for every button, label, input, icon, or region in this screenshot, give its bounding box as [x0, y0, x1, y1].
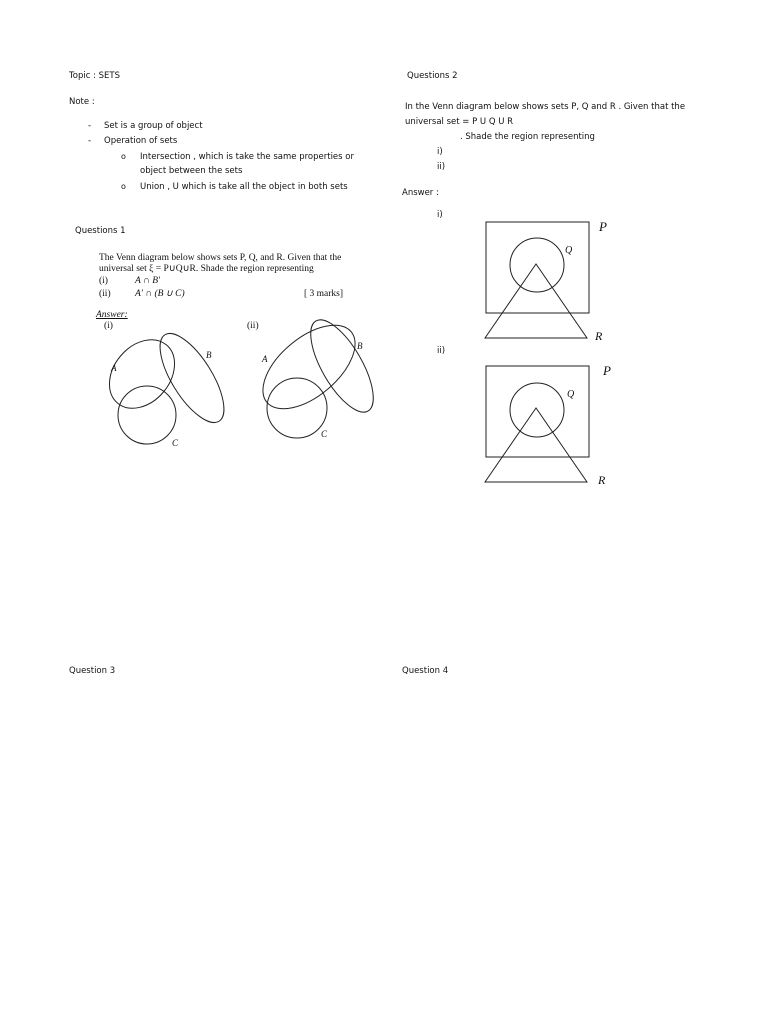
q1-item-expression: A ∩ B': [135, 276, 161, 286]
q1-item-number: (ii): [99, 289, 111, 299]
set-p-rectangle: [486, 366, 589, 457]
question-4-title: Question 4: [402, 666, 449, 676]
q1-text-line: universal set ξ = P∪Q∪R. Shade the region representing: [99, 264, 314, 274]
q2-text-line: In the Venn diagram below shows sets P, Q and R . Given that the: [405, 102, 686, 112]
label-a: A: [262, 354, 268, 364]
dash-bullet: -: [88, 136, 92, 146]
sub-note-item: Union , U which is take all the object in both sets: [140, 182, 348, 192]
sub-note-item: object between the sets: [140, 166, 243, 176]
q2-text-line: . Shade the region representing: [460, 132, 595, 142]
set-r-triangle: [485, 408, 587, 482]
set-b-ellipse: [299, 311, 386, 421]
set-r-triangle: [485, 264, 587, 338]
topic-heading: Topic : SETS: [69, 71, 120, 81]
label-r: R: [595, 329, 603, 343]
q1-marks: [ 3 marks]: [304, 289, 344, 299]
circle-bullet: o: [121, 152, 126, 161]
label-q: Q: [567, 389, 575, 400]
dash-bullet: -: [88, 121, 92, 131]
question-1-title: Questions 1: [75, 226, 126, 236]
set-c-circle: [267, 378, 327, 438]
set-b-ellipse: [148, 324, 236, 432]
set-a-ellipse: [96, 327, 188, 421]
set-c-circle: [118, 386, 176, 444]
label-b: B: [357, 341, 363, 351]
sub-note-item: Intersection , which is take the same properties or: [140, 152, 354, 162]
question-3-title: Question 3: [69, 666, 116, 676]
label-b: B: [206, 350, 212, 360]
question-2-title: Questions 2: [407, 71, 458, 81]
note-item: Operation of sets: [104, 136, 178, 146]
q2-answer-part: ii): [437, 346, 446, 356]
note-item: Set is a group of object: [104, 121, 203, 131]
circle-bullet: o: [121, 182, 126, 191]
note-label: Note :: [69, 97, 95, 107]
q1-item-expression: A' ∩ (B ∪ C): [135, 289, 185, 299]
set-a-ellipse: [248, 309, 370, 424]
set-p-rectangle: [486, 222, 589, 313]
q1-text-line: The Venn diagram below shows sets P, Q, and R. Given that the: [99, 253, 342, 263]
label-a: A: [111, 363, 117, 373]
label-p: P: [603, 363, 611, 378]
q1-answer-part: (i): [104, 321, 113, 331]
set-q-circle: [510, 383, 564, 437]
label-c: C: [172, 438, 179, 448]
q1-answer-label: Answer:: [96, 310, 128, 320]
q1-item-number: (i): [99, 276, 108, 286]
label-p: P: [599, 219, 607, 234]
label-c: C: [321, 429, 328, 439]
q2-item-number: ii): [437, 162, 446, 172]
q2-answer-label: Answer :: [402, 188, 439, 198]
set-q-circle: [510, 238, 564, 292]
q2-text-line: universal set = P U Q U R: [405, 117, 514, 127]
q2-item-number: i): [437, 147, 443, 157]
label-q: Q: [565, 245, 573, 256]
q2-answer-part: i): [437, 210, 443, 220]
label-r: R: [598, 473, 606, 487]
q1-answer-part: (ii): [247, 321, 259, 331]
